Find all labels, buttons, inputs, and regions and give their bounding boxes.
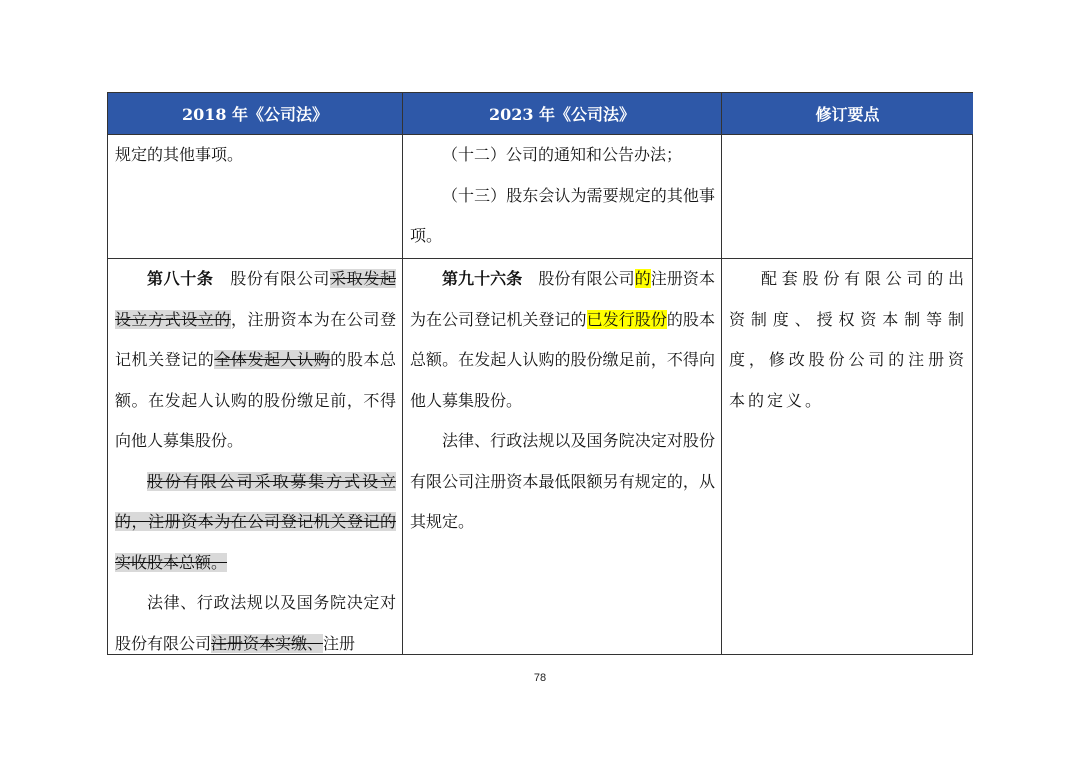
article-96-paragraph-2: 法律、行政法规以及国务院决定对股份有限公司注册资本最低限额另有规定的，从其规定。 [410,431,715,531]
text-run: 的股本总额。在发起人认购的股份缴足前，不得向他人募集股份。 [115,350,396,450]
row1-col1-text: 规定的其他事项。 [115,145,244,164]
row1-col1-cell [108,134,403,258]
highlighted-text: 的 [634,269,651,288]
deleted-text: 股份有限公司采取募集方式设立的，注册资本为在公司登记机关登记的实收股本总额。 [115,471,396,572]
text-run: 注册资本为在公司登记机关登记的 [410,269,715,329]
header-revision-points: 修订要点 [722,93,973,134]
article-80-paragraph [115,259,396,462]
highlighted-text: 已发行股份 [586,309,667,329]
text-run: 股份有限公司 [522,269,635,288]
text-run: 注册 [323,633,356,653]
header-2018-law: 2018 年《公司法》 [108,93,403,134]
row2-col1-cell [108,258,403,655]
article-96-paragraph [410,259,715,421]
row1-item-13: （十三）股东会认为需要规定的其他事项。 [410,185,715,245]
text-run: 的股本总额。在发起人认购的股份缴足前，不得向他人募集股份。 [410,309,715,410]
row1-col3-cell [722,134,973,258]
row1-col2-cell [403,134,722,258]
row2-col2-cell [403,258,722,655]
text-run: 法律、行政法规以及国务院决定对股份有限公司 [115,593,396,653]
article-96-title: 第九十六条 [442,269,523,288]
revision-note: 配套股份有限公司的出资制度、授权资本制等制度，修改股份公司的注册资本的定义。 [729,269,967,410]
article-80-paragraph-3 [115,583,396,655]
row1-item-12: （十二）公司的通知和公告办法； [442,145,683,164]
header-2023-law: 2023 年《公司法》 [403,93,722,134]
deleted-text: 全体发起人认购 [214,350,331,369]
deleted-text: 采取发起设立方式设立的 [115,269,396,329]
row2-col3-cell [722,258,973,655]
text-run: ，注册资本为在公司登记机关登记的 [115,309,396,369]
text-run: 股份有限公司 [213,269,331,288]
page-number: 78 [533,672,547,684]
deleted-paragraph [115,462,396,584]
deleted-text: 注册资本实缴、 [211,633,324,653]
article-80-title: 第八十条 [147,269,214,288]
comparison-table [107,92,973,655]
